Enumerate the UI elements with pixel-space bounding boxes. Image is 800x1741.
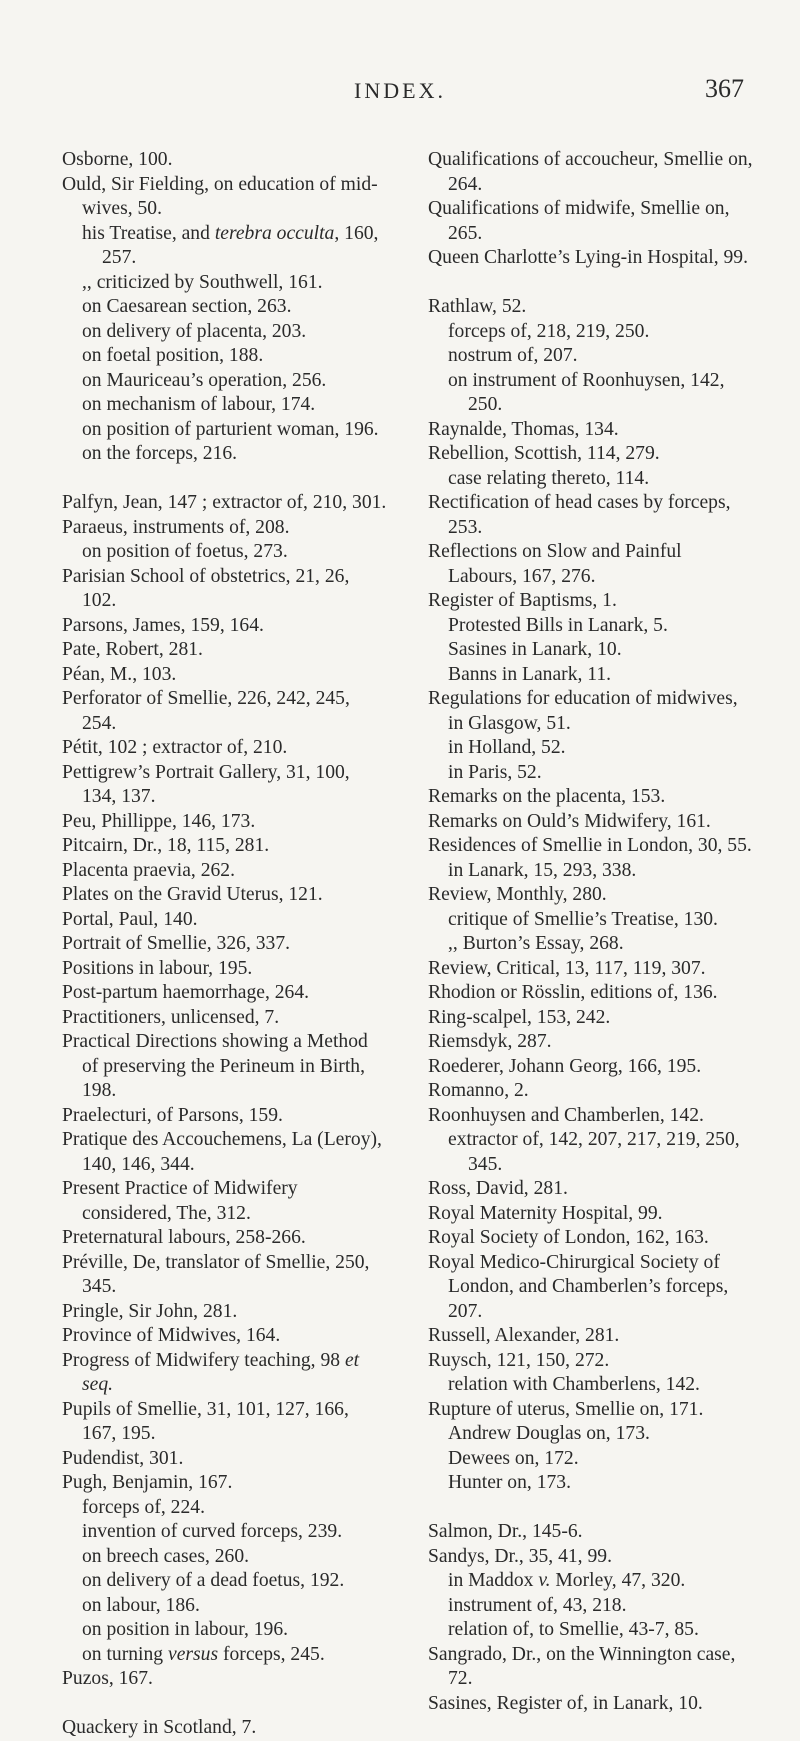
index-subentry: on position in labour, 196. (82, 1619, 289, 1640)
index-entry: Osborne, 100. (62, 149, 173, 170)
section-gap (62, 1692, 388, 1717)
entry-text: Morley, 47, 320. (550, 1570, 686, 1591)
index-entry: Ring-scalpel, 153, 242. (428, 1006, 611, 1028)
index-entry: Parsons, James, 159, 164. (62, 614, 264, 636)
index-subentry: on breech cases, 260. (82, 1545, 250, 1567)
index-subentry: on labour, 186. (82, 1594, 200, 1616)
index-subentry: Sasines in Lanark, 10. (448, 639, 622, 660)
index-entry: Royal Medico-Chirurgical Society of London, and Chamberlen’s forceps, 207. (428, 1251, 729, 1322)
index-entry: Perforator of Smellie, 226, 242, 245, 254. (62, 688, 350, 734)
section-gap (62, 467, 388, 492)
index-entry: Sasines, Register of, in Lanark, 10. (428, 1692, 703, 1714)
index-entry: Residences of Smellie in London, 30, 55. (428, 835, 752, 856)
index-entry: Paraeus, instruments of, 208. (62, 516, 290, 538)
section-gap (428, 1496, 754, 1521)
index-subentry: in Lanark, 15, 293, 338. (448, 859, 637, 881)
index-entry: Portal, Paul, 140. (62, 908, 198, 930)
index-entry: Portrait of Smellie, 326, 337. (62, 933, 291, 954)
index-entry: Pringle, Sir John, 281. (62, 1300, 238, 1322)
index-entry: Placenta praevia, 262. (62, 859, 236, 881)
index-subentry: on delivery of a dead foetus, 192. (82, 1570, 345, 1591)
index-entry: Raynalde, Thomas, 134. (428, 418, 619, 440)
index-entry: Pettigrew’s Portrait Gallery, 31, 100, 134, 137. (62, 761, 350, 807)
index-entry: Plates on the Gravid Uterus, 121. (62, 884, 323, 905)
index-subentry: relation of, to Smellie, 43-7, 85. (448, 1619, 699, 1640)
index-subentry: ,, criticized by Southwell, 161. (82, 271, 323, 293)
index-entry: Regulations for education of midwives, in Glasgow, 51. (428, 688, 738, 734)
index-entry: Quackery in Scotland, 7. (62, 1717, 257, 1738)
entry-italic-text: terebra occulta (214, 222, 335, 244)
index-column-right (428, 148, 754, 1716)
index-entry: Sandys, Dr., 35, 41, 99. (428, 1545, 612, 1567)
index-entry: Roonhuysen and Chamberlen, 142. (428, 1104, 704, 1126)
index-entry: Positions in labour, 195. (62, 957, 253, 979)
index-subentry (428, 1569, 754, 1594)
section-gap (428, 271, 754, 296)
index-entry: Qualifications of accoucheur, Smellie on, 264. (428, 149, 753, 195)
index-subentry: on the forceps, 216. (82, 443, 238, 464)
index-entry: Present Practice of Midwifery considered, The, 312. (62, 1178, 298, 1224)
entry-text: in Maddox (448, 1570, 539, 1591)
index-subentry: critique of Smellie’s Treatise, 130. (448, 908, 718, 930)
index-entry: Reflections on Slow and Painful Labours, 167, 276. (428, 541, 682, 587)
index-entry: Pupils of Smellie, 31, 101, 127, 166, 167, 195. (62, 1398, 349, 1444)
index-entry: Pugh, Benjamin, 167. (62, 1472, 233, 1493)
index-entry: Rectification of head cases by forceps, 253. (428, 492, 731, 538)
index-subentry: on Caesarean section, 263. (82, 296, 292, 317)
index-entry: Practitioners, unlicensed, 7. (62, 1006, 280, 1028)
index-entry: Roederer, Johann Georg, 166, 195. (428, 1055, 702, 1077)
index-subentry: in Paris, 52. (448, 761, 542, 783)
index-entry: Salmon, Dr., 145-6. (428, 1521, 583, 1542)
index-column-left (62, 148, 388, 1741)
index-entry: Pétit, 102 ; extractor of, 210. (62, 737, 288, 758)
index-entry: Review, Critical, 13, 117, 119, 307. (428, 957, 706, 979)
index-entry: Practical Directions showing a Method of preserving the Perineum in Birth, 198. (62, 1031, 368, 1101)
index-subentry: instrument of, 43, 218. (448, 1594, 627, 1616)
index-entry: Rathlaw, 52. (428, 296, 527, 317)
index-entry: Remarks on Ould’s Midwifery, 161. (428, 810, 711, 832)
index-subentry: Dewees on, 172. (448, 1447, 579, 1469)
index-subentry: on foetal position, 188. (82, 345, 264, 366)
page-number: 367 (705, 74, 744, 103)
index-subentry: on mechanism of labour, 174. (82, 394, 316, 415)
index-entry: Praelecturi, of Parsons, 159. (62, 1104, 283, 1126)
index-entry: Palfyn, Jean, 147 ; extractor of, 210, 301. (62, 492, 387, 513)
index-entry: Ross, David, 281. (428, 1178, 568, 1199)
index-entry: Pitcairn, Dr., 18, 115, 281. (62, 835, 270, 856)
index-subentry: Hunter on, 173. (448, 1472, 571, 1493)
index-entry (62, 1349, 388, 1398)
index-subentry: relation with Chamberlens, 142. (448, 1374, 700, 1395)
index-subentry: ,, Burton’s Essay, 268. (448, 933, 624, 954)
entry-italic-text: et seq. (82, 1349, 360, 1395)
entry-text: forceps, 245. (218, 1643, 325, 1665)
index-entry: Ould, Sir Fielding, on education of mid-wives, 50. (62, 173, 378, 219)
index-entry: Péan, M., 103. (62, 663, 177, 685)
index-entry: Rhodion or Rösslin, editions of, 136. (428, 982, 718, 1003)
index-subentry: forceps of, 224. (82, 1496, 205, 1518)
entry-text: Progress of Midwifery teaching, 98 (62, 1349, 345, 1371)
index-entry: Romanno, 2. (428, 1080, 529, 1101)
index-subentry: Andrew Douglas on, 173. (448, 1423, 650, 1444)
index-entry: Review, Monthly, 280. (428, 884, 607, 905)
index-subentry: on position of parturient woman, 196. (82, 418, 379, 440)
index-subentry (62, 222, 388, 271)
index-subentry: Banns in Lanark, 11. (448, 663, 612, 685)
entry-italic-text: versus (168, 1643, 219, 1665)
index-subentry: in Holland, 52. (448, 737, 566, 758)
index-entry: Province of Midwives, 164. (62, 1325, 281, 1346)
index-subentry (62, 1643, 388, 1668)
index-subentry: on instrument of Roonhuysen, 142, 250. (448, 369, 725, 415)
index-entry: Qualifications of midwife, Smellie on, 265. (428, 198, 730, 244)
index-subentry: extractor of, 142, 207, 217, 219, 250, 345. (448, 1129, 740, 1175)
index-entry: Remarks on the placenta, 153. (428, 786, 666, 807)
index-entry: Russell, Alexander, 281. (428, 1325, 620, 1346)
entry-italic-text: v. (538, 1570, 551, 1591)
index-entry: Sangrado, Dr., on the Winnington case, 72. (428, 1643, 736, 1689)
index-subentry: invention of curved forceps, 239. (82, 1521, 343, 1542)
index-entry: Parisian School of obstetrics, 21, 26, 102. (62, 565, 350, 611)
index-subentry: on delivery of placenta, 203. (82, 320, 307, 342)
index-subentry: forceps of, 218, 219, 250. (448, 320, 650, 342)
entry-text: , 160, 257. (102, 222, 379, 268)
index-subentry: nostrum of, 207. (448, 345, 578, 366)
index-entry: Rupture of uterus, Smellie on, 171. (428, 1398, 704, 1420)
index-entry: Royal Maternity Hospital, 99. (428, 1202, 663, 1224)
index-entry: Post-partum haemorrhage, 264. (62, 982, 310, 1003)
index-entry: Pudendist, 301. (62, 1447, 184, 1469)
index-entry: Puzos, 167. (62, 1668, 153, 1689)
index-entry: Pate, Robert, 281. (62, 639, 203, 660)
index-entry: Royal Society of London, 162, 163. (428, 1227, 709, 1248)
index-subentry: Protested Bills in Lanark, 5. (448, 614, 668, 636)
entry-text: on turning (82, 1643, 168, 1665)
index-entry: Ruysch, 121, 150, 272. (428, 1349, 610, 1371)
index-subentry: case relating thereto, 114. (448, 467, 650, 489)
index-entry: Peu, Phillippe, 146, 173. (62, 810, 256, 832)
index-subentry: on position of foetus, 273. (82, 541, 288, 562)
index-entry: Register of Baptisms, 1. (428, 590, 617, 611)
index-entry: Preternatural labours, 258-266. (62, 1227, 306, 1248)
running-title: INDEX. (354, 78, 446, 103)
index-entry: Queen Charlotte’s Lying-in Hospital, 99. (428, 247, 748, 268)
page-header (0, 74, 800, 112)
entry-text: his Treatise, and (82, 222, 215, 244)
index-subentry: on Mauriceau’s operation, 256. (82, 369, 327, 391)
index-entry: Pratique des Accouchemens, La (Leroy), 140, 146, 344. (62, 1129, 382, 1175)
index-entry: Riemsdyk, 287. (428, 1031, 552, 1052)
index-entry: Rebellion, Scottish, 114, 279. (428, 443, 660, 464)
index-entry: Préville, De, translator of Smellie, 250, 345. (62, 1251, 370, 1297)
